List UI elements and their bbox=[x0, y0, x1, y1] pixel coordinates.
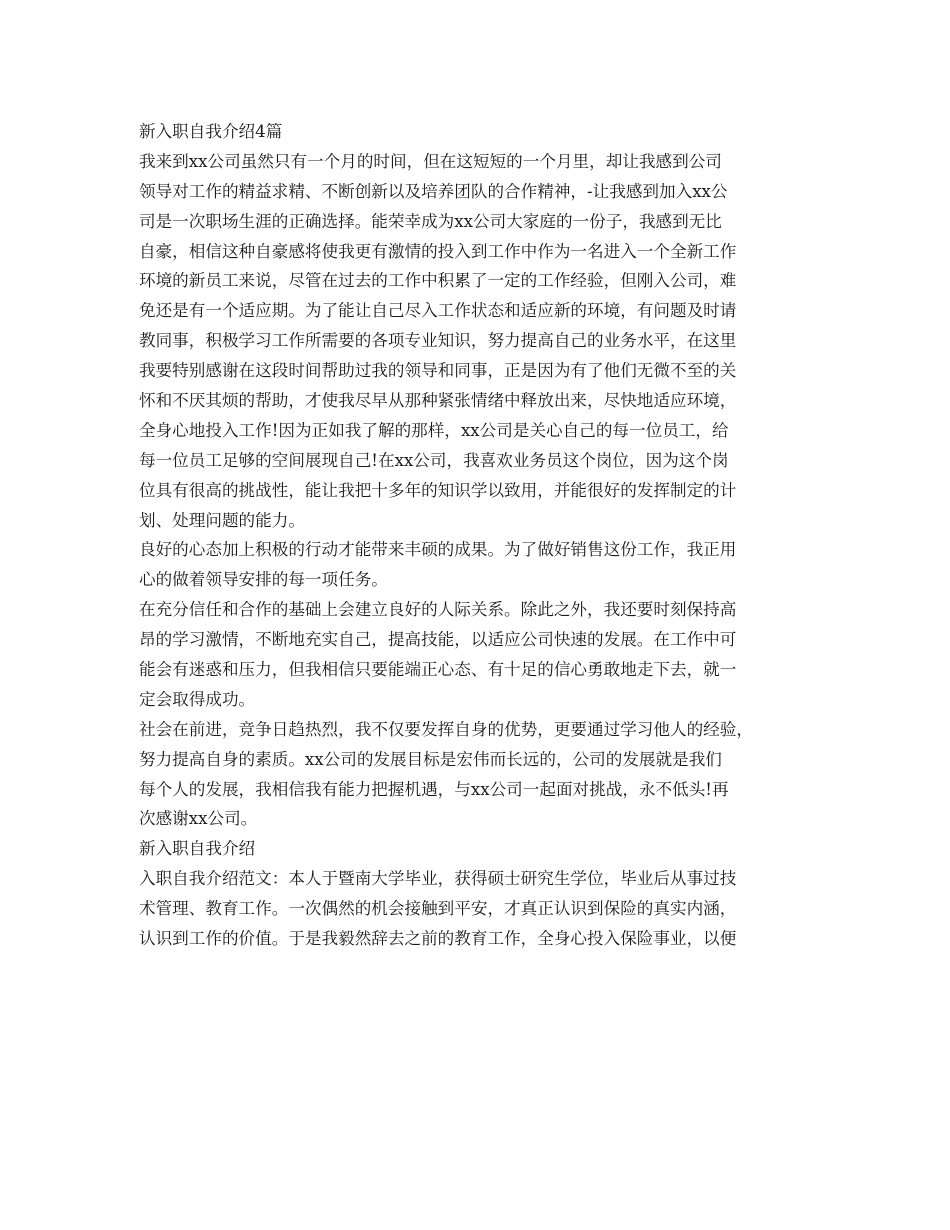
text-line: 自豪，相信这种自豪感将使我更有激情的投入到工作中作为一名进入一个全新工作 bbox=[139, 241, 737, 261]
document-title: 新入职自我介绍4篇 bbox=[139, 122, 283, 141]
text-line: 划、处理问题的能力。 bbox=[139, 510, 305, 530]
text-line: 教同事，积极学习工作所需要的各项专业知识，努力提高自己的业务水平，在这里 bbox=[139, 331, 737, 351]
text-line: 能会有迷惑和压力，但我相信只要能端正心态、有十足的信心勇敢地走下去，就一 bbox=[139, 660, 737, 680]
text-line: 认识到工作的价值。于是我毅然辞去之前的教育工作，全身心投入保险事业，以便 bbox=[139, 929, 737, 949]
section-heading: 新入职自我介绍 bbox=[139, 839, 256, 859]
text-line: 我来到xx公司虽然只有一个月的时间，但在这短短的一个月里，却让我感到公司 bbox=[139, 151, 722, 171]
text-line: 良好的心态加上积极的行动才能带来丰硕的成果。为了做好销售这份工作，我正用 bbox=[139, 540, 737, 560]
text-line: 术管理、教育工作。一次偶然的机会接触到平安，才真正认识到保险的真实内涵， bbox=[139, 899, 737, 919]
text-line: 昂的学习激情，不断地充实自己，提高技能，以适应公司快速的发展。在工作中可 bbox=[139, 630, 737, 650]
text-line: 全身心地投入工作!因为正如我了解的那样，xx公司是关心自己的每一位员工，给 bbox=[139, 420, 729, 440]
text-line: 努力提高自身的素质。xx公司的发展目标是宏伟而长远的，公司的发展就是我们 bbox=[139, 749, 722, 769]
text-line: 位具有很高的挑战性，能让我把十多年的知识学以致用，并能很好的发挥制定的计 bbox=[139, 480, 737, 500]
document-body bbox=[139, 117, 829, 954]
text-line: 每一位员工足够的空间展现自己!在xx公司，我喜欢业务员这个岗位，因为这个岗 bbox=[139, 450, 729, 470]
text-line: 入职自我介绍范文：本人于暨南大学毕业，获得硕士研究生学位，毕业后从事过技 bbox=[139, 869, 737, 889]
text-line: 领导对工作的精益求精、不断创新以及培养团队的合作精神，-让我感到加入xx公 bbox=[139, 181, 728, 201]
text-line: 在充分信任和合作的基础上会建立良好的人际关系。除此之外，我还要时刻保持高 bbox=[139, 600, 737, 620]
text-line: 我要特别感谢在这段时间帮助过我的领导和同事，正是因为有了他们无微不至的关 bbox=[139, 361, 737, 381]
text-line: 定会取得成功。 bbox=[139, 689, 256, 709]
text-line: 社会在前进，竞争日趋热烈，我不仅要发挥自身的优势，更要通过学习他人的经验， bbox=[139, 719, 753, 739]
text-line: 每个人的发展，我相信我有能力把握机遇，与xx公司一起面对挑战，永不低头!再 bbox=[139, 779, 729, 799]
text-line: 心的做着领导安排的每一项任务。 bbox=[139, 570, 388, 590]
text-line: 司是一次职场生涯的正确选择。能荣幸成为xx公司大家庭的一份子，我感到无比 bbox=[139, 211, 722, 231]
text-line: 环境的新员工来说，尽管在过去的工作中积累了一定的工作经验，但刚入公司，难 bbox=[139, 271, 737, 291]
text-line: 怀和不厌其烦的帮助，才使我尽早从那种紧张情绪中释放出来，尽快地适应环境， bbox=[139, 391, 737, 411]
text-line: 次感谢xx公司。 bbox=[139, 809, 258, 829]
text-line: 免还是有一个适应期。为了能让自己尽入工作状态和适应新的环境，有问题及时请 bbox=[139, 301, 737, 321]
